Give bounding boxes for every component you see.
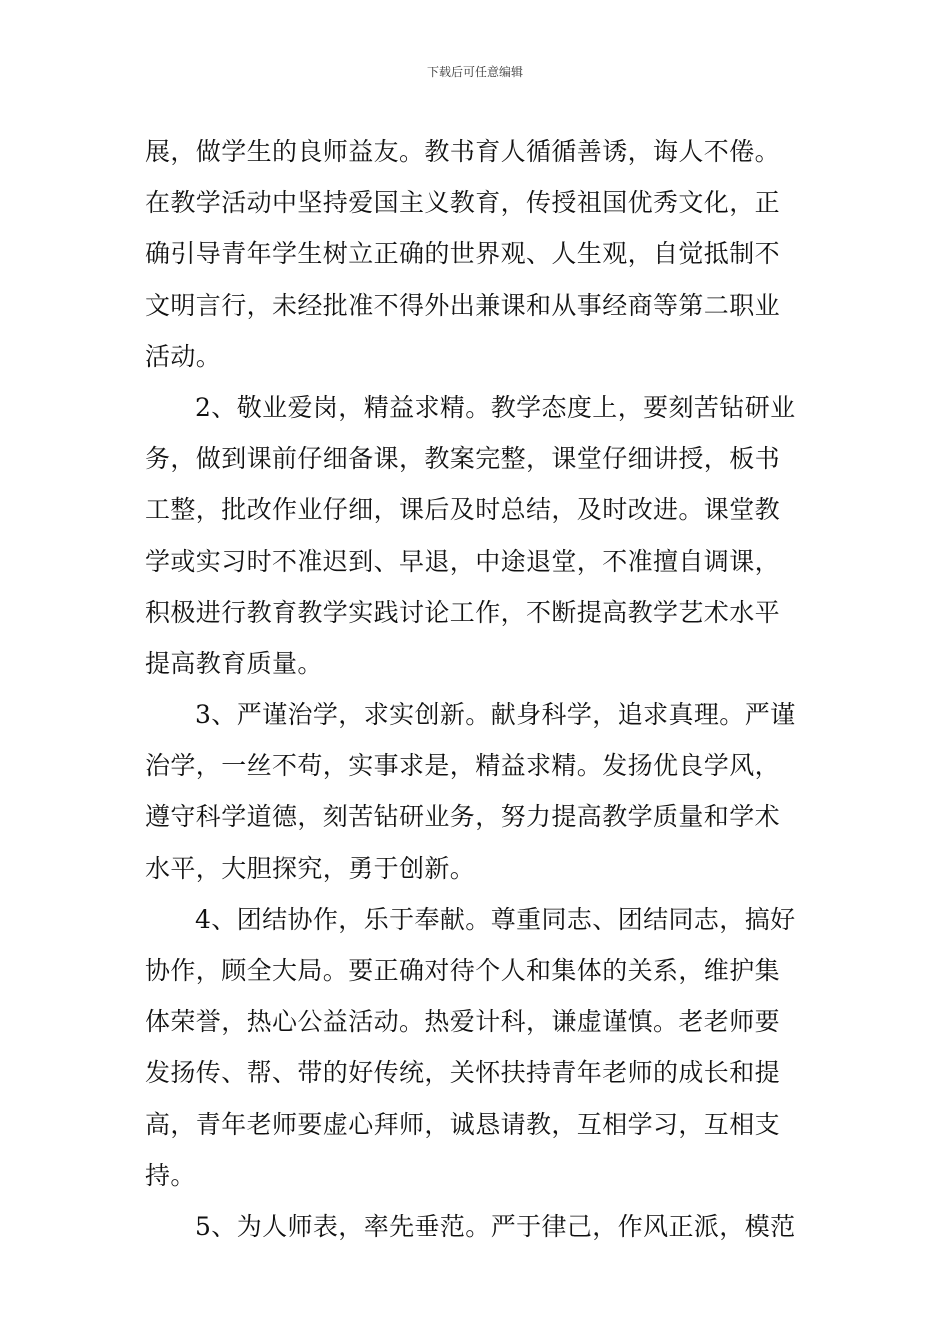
text-line: 遵守科学道德，刻苦钻研业务，努力提高教学质量和学术 [145,802,781,832]
paragraph-3-first-line: 3、严谨治学，求实创新。献身科学，追求真理。严谨 [195,700,796,730]
text-line: 发扬传、帮、带的好传统，关怀扶持青年老师的成长和提 [145,1058,781,1088]
text-line: 展，做学生的良师益友。教书育人循循善诱，诲人不倦。 [145,137,781,166]
page-header: 下载后可任意编辑 [426,65,523,79]
text-line: 文明言行，未经批准不得外出兼课和从事经商等第二职业 [145,290,781,320]
text-line: 务，做到课前仔细备课，教案完整，课堂仔细讲授，板书 [145,444,781,474]
text-line: 在教学活动中坚持爱国主义教育，传授祖国优秀文化，正 [145,188,781,218]
text-line: 积极进行教育教学实践讨论工作，不断提高教学艺术水平 [145,597,781,627]
text-line: 确引导青年学生树立正确的世界观、人生观，自觉抵制不 [145,239,781,269]
text-line: 治学，一丝不苟，实事求是，精益求精。发扬优良学风， [145,751,781,781]
text-line: 协作，顾全大局。要正确对待个人和集体的关系，维护集 [145,956,781,985]
text-line: 提高教育质量。 [145,648,323,678]
text-line: 体荣誉，热心公益活动。热爱计科，谦虚谨慎。老老师要 [145,1007,781,1037]
text-line: 高，青年老师要虚心拜师，诚恳请教，互相学习，互相支 [145,1109,781,1139]
text-line: 持。 [145,1160,196,1190]
paragraph-5-first-line: 5、为人师表，率先垂范。严于律己，作风正派，模范 [195,1211,796,1241]
paragraph-2-first-line: 2、敬业爱岗，精益求精。教学态度上，要刻苦钻研业 [195,392,796,422]
text-line: 水平，大胆探究，勇于创新。 [145,853,476,883]
text-line: 工整，批改作业仔细，课后及时总结，及时改进。课堂教 [145,495,781,525]
document-body [145,126,810,1252]
paragraph-4-first-line: 4、团结协作，乐于奉献。尊重同志、团结同志，搞好 [195,904,796,934]
text-line: 学或实习时不准迟到、早退，中途退堂，不准擅自调课， [145,546,781,576]
text-line: 活动。 [145,341,222,371]
